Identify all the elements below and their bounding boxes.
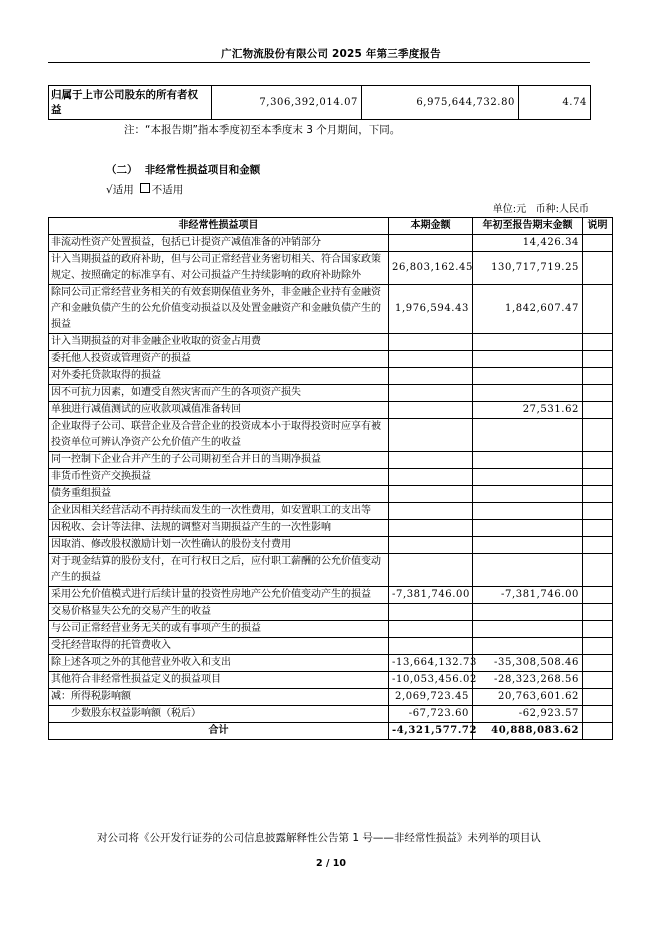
table-row [49, 672, 613, 689]
row-current [389, 235, 473, 252]
row-current [389, 621, 473, 638]
row-current [389, 452, 473, 469]
row-note [583, 252, 613, 285]
row-ytd [473, 486, 583, 503]
row-ytd [473, 537, 583, 554]
currency-unit: 单位:元 币种:人民币 [492, 204, 589, 215]
row-item: 交易价格显失公允的交易产生的收益 [49, 604, 389, 621]
row-ytd [473, 520, 583, 537]
table-row [49, 419, 613, 452]
row-item: 受托经营取得的托管费收入 [49, 638, 389, 655]
row-ytd: 27,531.62 [473, 402, 583, 419]
row-ytd [473, 469, 583, 486]
table-row [49, 486, 613, 503]
row-note [583, 706, 613, 723]
table-row [49, 537, 613, 554]
row-note [583, 537, 613, 554]
row-current [389, 554, 473, 587]
row-item: 非流动性资产处置损益，包括已计提资产减值准备的冲销部分 [49, 235, 389, 252]
row-current: -10,053,456.02 [389, 672, 473, 689]
row-note [583, 655, 613, 672]
table-row [49, 638, 613, 655]
row-current [389, 486, 473, 503]
row-ytd: 14,426.34 [473, 235, 583, 252]
row-note [583, 604, 613, 621]
row-ytd [473, 452, 583, 469]
row-current [389, 351, 473, 368]
header-current: 本期金额 [389, 218, 473, 235]
row-ytd [473, 334, 583, 351]
row-ytd [473, 385, 583, 402]
row-item: 单独进行减值测试的应收款项减值准备转回 [49, 402, 389, 419]
checkbox-icon [140, 183, 150, 193]
equity-summary-table [48, 85, 591, 120]
table-row [49, 252, 613, 285]
row-current [389, 537, 473, 554]
row-note [583, 638, 613, 655]
row-item: 计入当期损益的政府补助，但与公司正常经营业务密切相关、符合国家政策规定、按照确定的标准享有、对公司损益产生持续影响的政府补助除外 [49, 252, 389, 285]
row-ytd [473, 419, 583, 452]
not-applicable-label: 不适用 [151, 184, 184, 196]
row-item: 企业因相关经营活动不再持续而发生的一次性费用，如安置职工的支出等 [49, 503, 389, 520]
row-ytd [473, 554, 583, 587]
row-ytd: -62,923.57 [473, 706, 583, 723]
row-ytd: 20,763,601.62 [473, 689, 583, 706]
section-title: （二） 非经常性损益项目和金额 [106, 164, 261, 176]
row-item: 委托他人投资或管理资产的损益 [49, 351, 389, 368]
non-recurring-items-table [48, 217, 613, 740]
row-note [583, 672, 613, 689]
row-item: 计入当期损益的对非金融企业收取的资金占用费 [49, 334, 389, 351]
table-row [49, 520, 613, 537]
table-row [49, 587, 613, 604]
total-row [49, 723, 613, 740]
row-current: -7,381,746.00 [389, 587, 473, 604]
applicability-options [106, 182, 183, 197]
row-ytd [473, 638, 583, 655]
row-item: 企业取得子公司、联营企业及合营企业的投资成本小于取得投资时应享有被投资单位可辨认净资产公允价值产生的收益 [49, 419, 389, 452]
page-number: 2 / 10 [316, 858, 346, 869]
row-current: -13,664,132.73 [389, 655, 473, 672]
equity-label: 归属于上市公司股东的所有者权益 [49, 86, 212, 120]
applicable-option: √适用 [106, 184, 134, 196]
row-note [583, 503, 613, 520]
row-note [583, 554, 613, 587]
row-item: 除同公司正常经营业务相关的有效套期保值业务外，非金融企业持有金融资产和金融负债产生的公允价值变动损益以及处置金融资产和金融负债产生的损益 [49, 285, 389, 334]
equity-current: 7,306,392,014.07 [212, 86, 362, 120]
table-row [49, 689, 613, 706]
equity-change: 4.74 [519, 86, 591, 120]
row-note [583, 469, 613, 486]
row-ytd: -7,381,746.00 [473, 587, 583, 604]
row-item: 除上述各项之外的其他营业外收入和支出 [49, 655, 389, 672]
total-ytd: 40,888,083.62 [473, 723, 583, 740]
row-ytd [473, 368, 583, 385]
table-row [49, 285, 613, 334]
row-item: 少数股东权益影响额（税后） [49, 706, 389, 723]
table-row [49, 604, 613, 621]
total-note [583, 723, 613, 740]
row-current [389, 334, 473, 351]
row-note [583, 334, 613, 351]
row-item: 对于现金结算的股份支付，在可行权日之后，应付职工薪酬的公允价值变动产生的损益 [49, 554, 389, 587]
table-row [49, 385, 613, 402]
not-applicable-option [140, 182, 184, 197]
table-row [49, 334, 613, 351]
row-note [583, 452, 613, 469]
header-ytd: 年初至报告期末金额 [473, 218, 583, 235]
header-item: 非经常性损益项目 [49, 218, 389, 235]
row-note [583, 486, 613, 503]
equity-row [49, 86, 591, 120]
row-note [583, 402, 613, 419]
table-row [49, 402, 613, 419]
table-row [49, 655, 613, 672]
row-ytd [473, 351, 583, 368]
row-ytd: -35,308,508.46 [473, 655, 583, 672]
row-item: 因不可抗力因素，如遭受自然灾害而产生的各项资产损失 [49, 385, 389, 402]
row-current: 26,803,162.45 [389, 252, 473, 285]
row-current [389, 469, 473, 486]
table-row [49, 351, 613, 368]
row-current: 1,976,594.43 [389, 285, 473, 334]
row-item: 对外委托贷款取得的损益 [49, 368, 389, 385]
row-note [583, 689, 613, 706]
row-note [583, 520, 613, 537]
trailing-paragraph: 对公司将《公开发行证券的公司信息披露解释性公告第 1 号——非经常性损益》未列举的项目认 [97, 832, 541, 844]
row-current: 2,069,723.45 [389, 689, 473, 706]
table-header-row [49, 218, 613, 235]
row-item: 与公司正常经营业务无关的或有事项产生的损益 [49, 621, 389, 638]
row-current [389, 402, 473, 419]
row-ytd [473, 604, 583, 621]
row-note [583, 235, 613, 252]
row-item: 非货币性资产交换损益 [49, 469, 389, 486]
total-label: 合计 [49, 723, 389, 740]
row-current [389, 503, 473, 520]
header-note: 说明 [583, 218, 613, 235]
row-item: 债务重组损益 [49, 486, 389, 503]
row-note [583, 419, 613, 452]
row-item: 其他符合非经常性损益定义的损益项目 [49, 672, 389, 689]
equity-prior: 6,975,644,732.80 [362, 86, 519, 120]
row-note [583, 621, 613, 638]
row-current [389, 385, 473, 402]
row-item: 因取消、修改股权激励计划一次性确认的股份支付费用 [49, 537, 389, 554]
row-note [583, 351, 613, 368]
row-ytd [473, 621, 583, 638]
row-current [389, 520, 473, 537]
row-current [389, 419, 473, 452]
table-row [49, 469, 613, 486]
row-ytd: 1,842,607.47 [473, 285, 583, 334]
row-note [583, 385, 613, 402]
total-current: -4,321,577.72 [389, 723, 473, 740]
table-row [49, 452, 613, 469]
row-current [389, 368, 473, 385]
row-item: 采用公允价值模式进行后续计量的投资性房地产公允价值变动产生的损益 [49, 587, 389, 604]
header-divider [48, 62, 590, 63]
row-ytd: 130,717,719.25 [473, 252, 583, 285]
table-row [49, 368, 613, 385]
row-item: 减：所得税影响额 [49, 689, 389, 706]
row-note [583, 285, 613, 334]
row-item: 同一控制下企业合并产生的子公司期初至合并日的当期净损益 [49, 452, 389, 469]
report-period-note: 注：“本报告期”指本季度初至本季度末 3 个月期间，下同。 [124, 124, 401, 136]
row-current [389, 638, 473, 655]
row-ytd: -28,323,268.56 [473, 672, 583, 689]
table-row [49, 554, 613, 587]
table-row [49, 503, 613, 520]
row-ytd [473, 503, 583, 520]
row-note [583, 587, 613, 604]
table-row [49, 235, 613, 252]
table-row [49, 706, 613, 723]
table-row [49, 621, 613, 638]
row-item: 因税收、会计等法律、法规的调整对当期损益产生的一次性影响 [49, 520, 389, 537]
row-current: -67,723.60 [389, 706, 473, 723]
report-header: 广汇物流股份有限公司 2025 年第三季度报告 [221, 48, 441, 60]
row-note [583, 368, 613, 385]
row-current [389, 604, 473, 621]
